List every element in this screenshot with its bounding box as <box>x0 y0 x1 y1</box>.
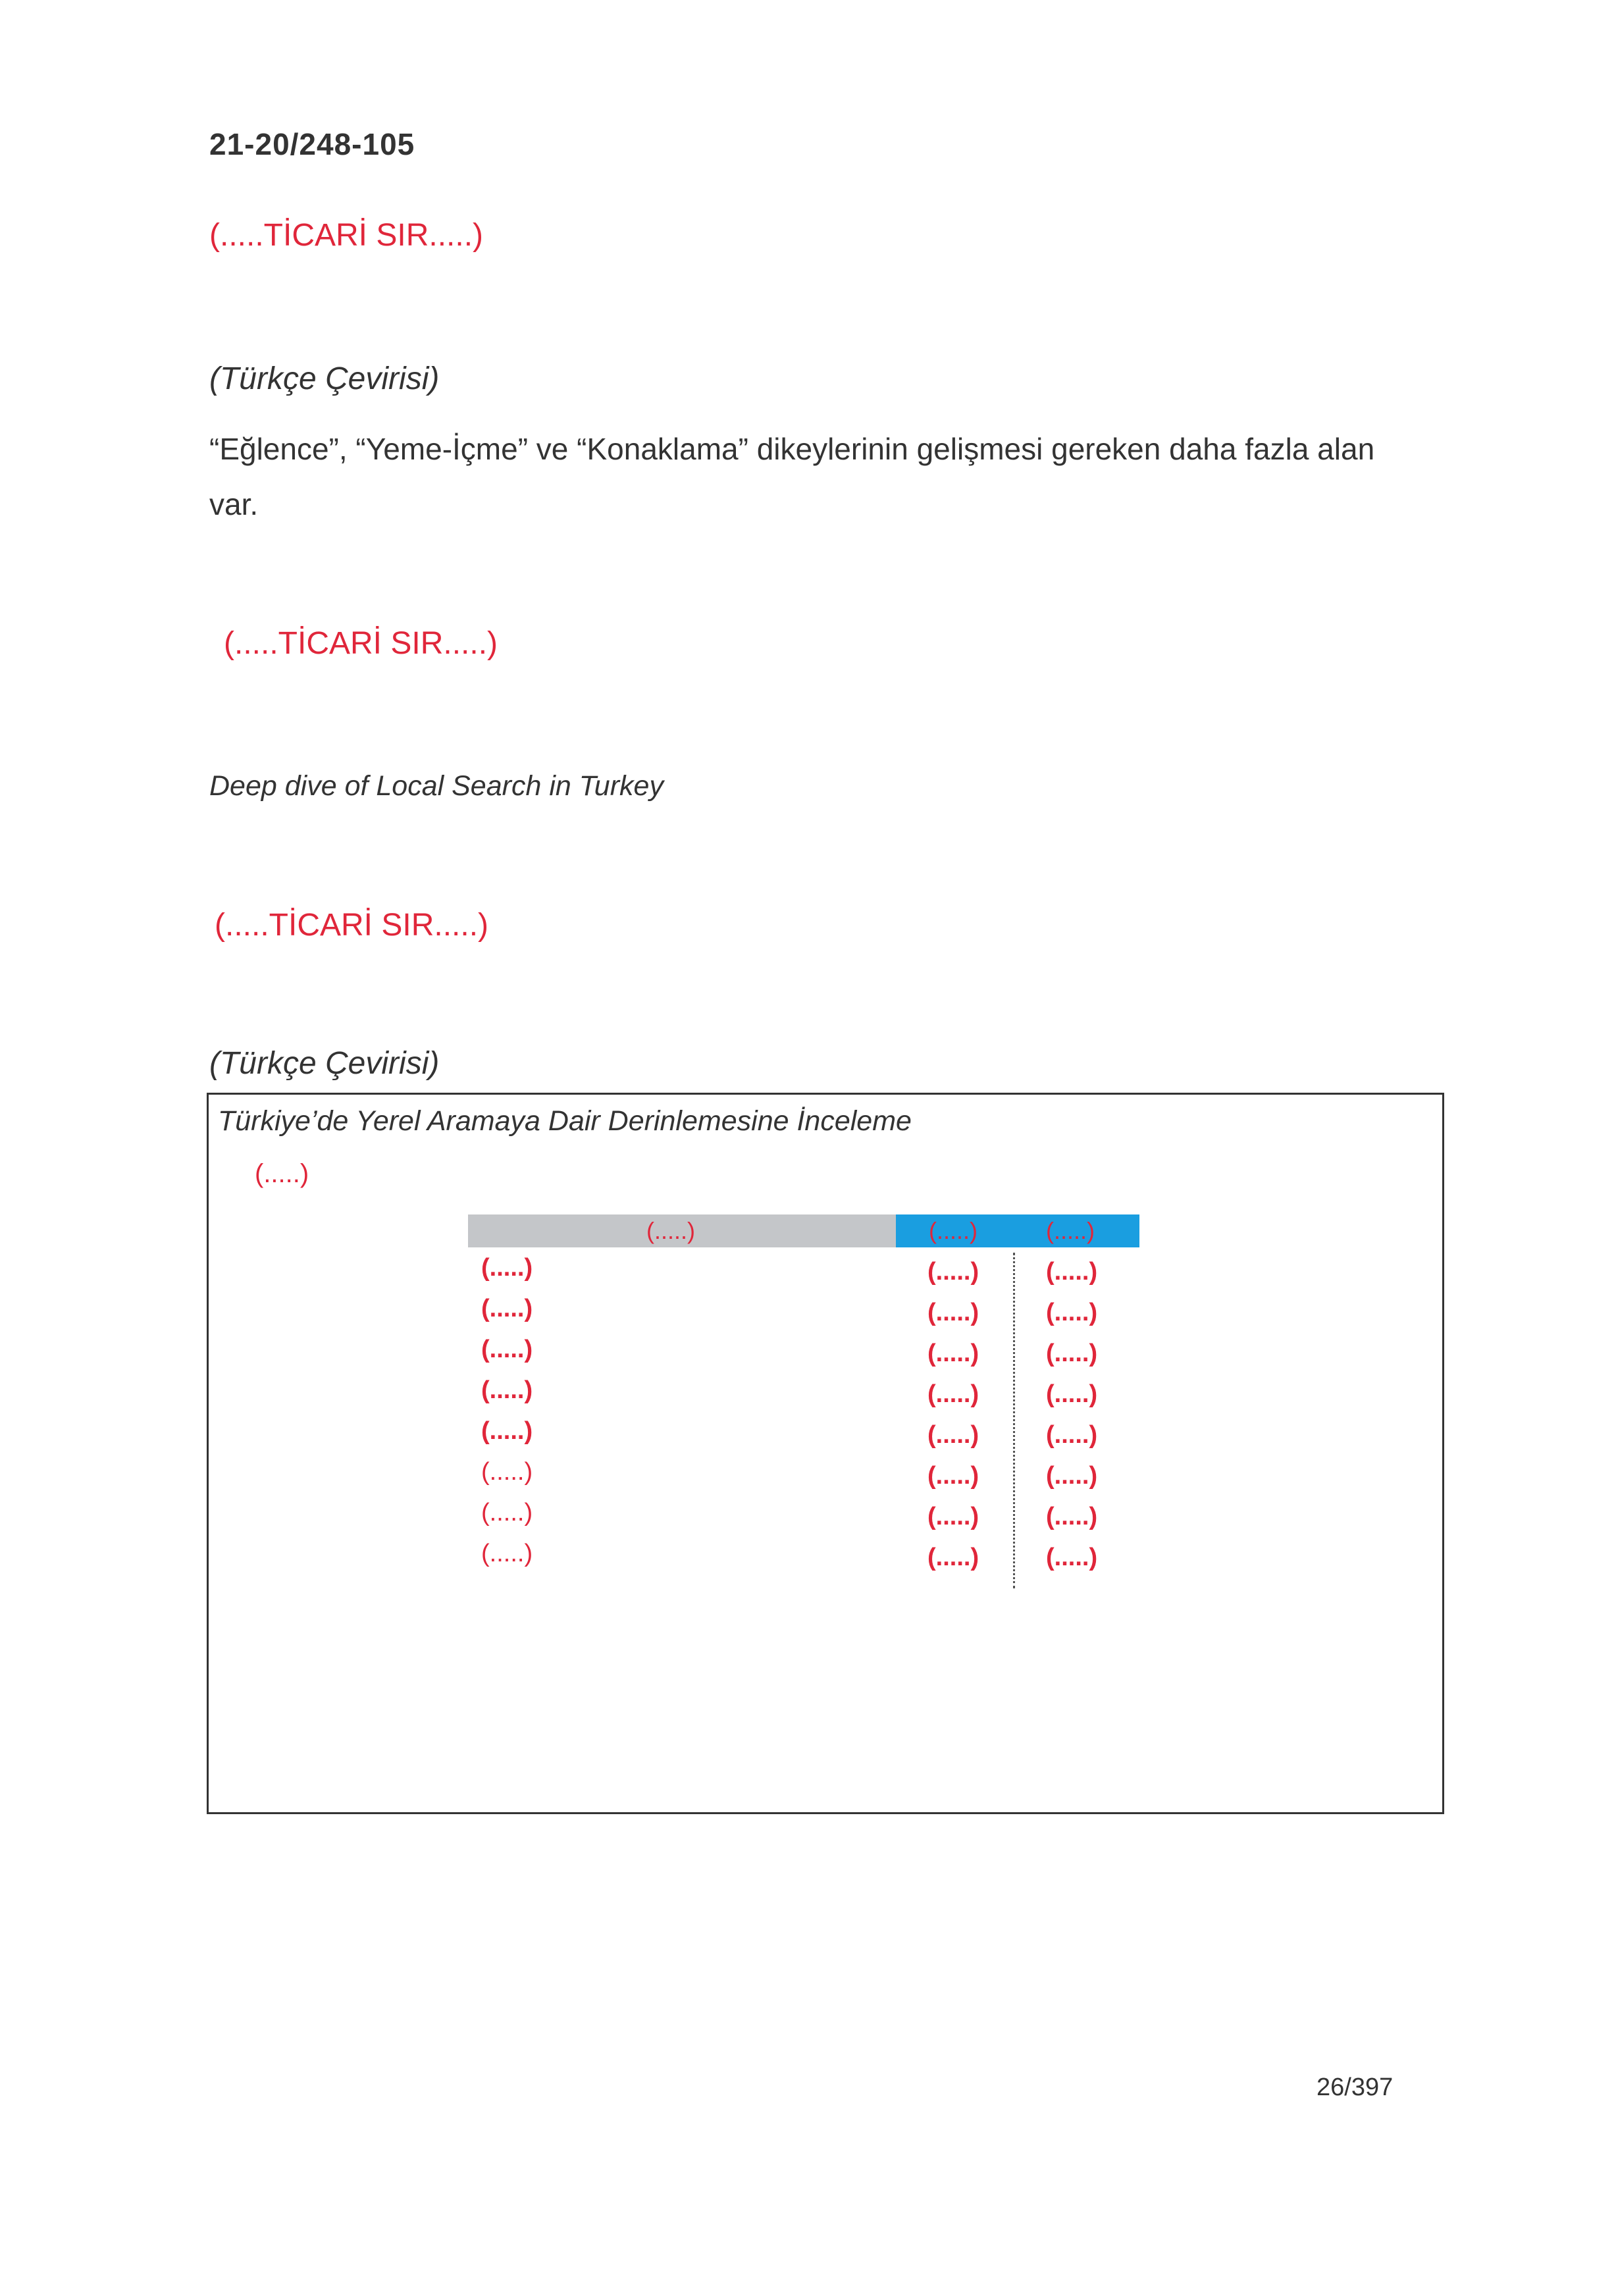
table-cell: (.....) <box>927 1503 979 1530</box>
table-cell: (.....) <box>1046 1503 1098 1530</box>
table-cell: (.....) <box>481 1336 533 1363</box>
table-cell: (.....) <box>1046 1299 1098 1326</box>
table-cell: (.....) <box>481 1499 533 1526</box>
trade-secret-redaction: (.....TİCARİ SIR.....) <box>215 908 489 943</box>
table-cell: (.....) <box>927 1299 979 1326</box>
translated-slide-box <box>207 1093 1444 1814</box>
table-cell: (.....) <box>927 1258 979 1286</box>
table-cell: (.....) <box>481 1540 533 1567</box>
table-cell: (.....) <box>481 1295 533 1322</box>
table-cell: (.....) <box>481 1254 533 1282</box>
table-header-cell: (.....) <box>1046 1217 1095 1244</box>
english-subtitle: Deep dive of Local Search in Turkey <box>209 770 664 802</box>
trade-secret-redaction: (.....TİCARİ SIR.....) <box>209 218 484 253</box>
page-number: 26/397 <box>1316 2074 1394 2101</box>
trade-secret-redaction: (.....TİCARİ SIR.....) <box>224 626 498 661</box>
column-divider <box>1013 1253 1015 1588</box>
table-cell: (.....) <box>927 1380 979 1408</box>
table-cell: (.....) <box>927 1544 979 1571</box>
table-cell: (.....) <box>1046 1258 1098 1286</box>
document-number: 21-20/248-105 <box>209 127 415 161</box>
table-cell: (.....) <box>481 1376 533 1404</box>
table-cell: (.....) <box>927 1340 979 1367</box>
table-cell: (.....) <box>1046 1380 1098 1408</box>
table-cell: (.....) <box>1046 1462 1098 1490</box>
translation-label: (Türkçe Çevirisi) <box>209 361 440 396</box>
table-cell: (.....) <box>1046 1340 1098 1367</box>
table-cell: (.....) <box>1046 1544 1098 1571</box>
body-paragraph: “Eğlence”, “Yeme-İçme” ve “Konaklama” dikeylerinin gelişmesi gereken daha fazla alan var. <box>209 432 1375 521</box>
table-cell: (.....) <box>927 1421 979 1449</box>
translation-label: (Türkçe Çevirisi) <box>209 1046 440 1081</box>
table-cell: (.....) <box>481 1417 533 1445</box>
table-cell: (.....) <box>927 1462 979 1490</box>
table-header-cell: (.....) <box>646 1217 695 1244</box>
slide-title: Türkiye’de Yerel Aramaya Dair Derinlemesine İnceleme <box>218 1105 912 1137</box>
table-header-cell: (.....) <box>929 1217 977 1244</box>
table-cell: (.....) <box>1046 1421 1098 1449</box>
table-cell: (.....) <box>481 1458 533 1486</box>
redacted-intro: (.....) <box>255 1159 309 1188</box>
